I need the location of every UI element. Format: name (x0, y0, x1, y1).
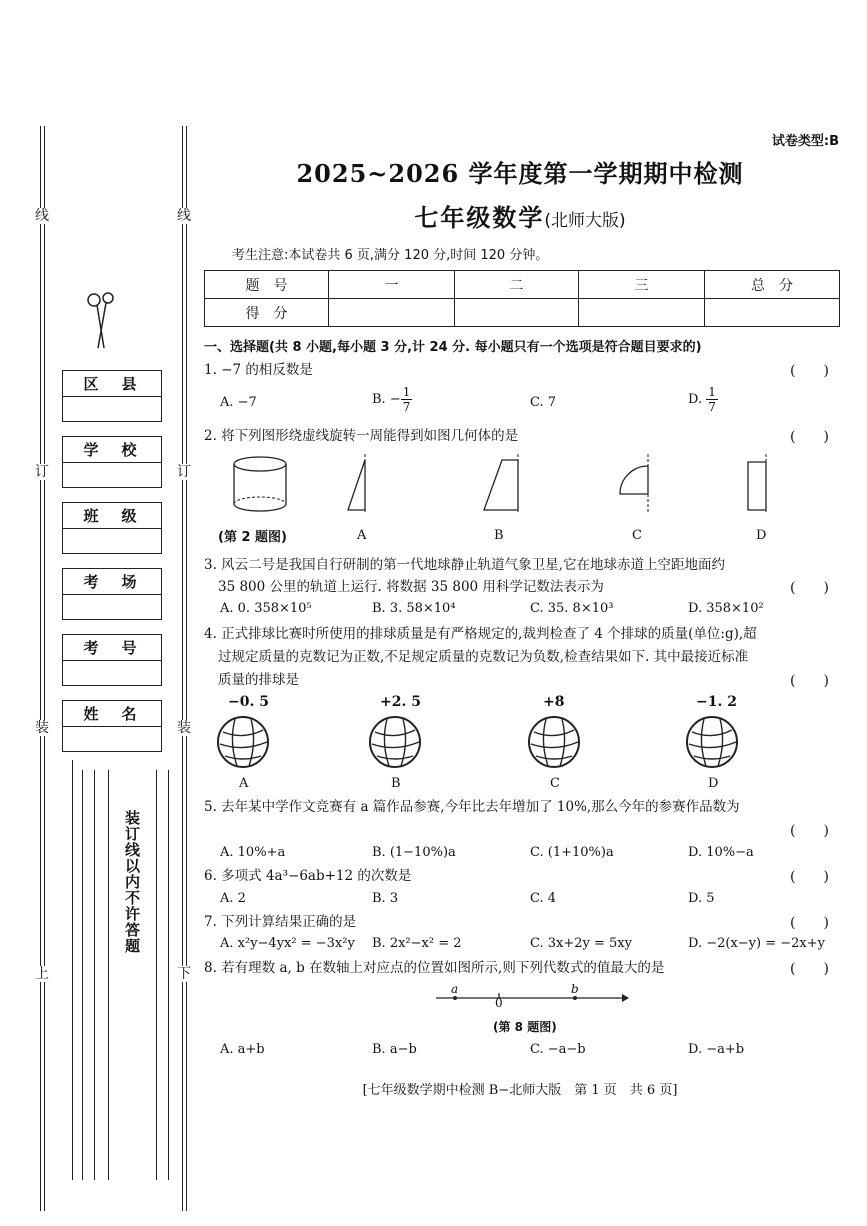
q7-option-c: C. 3x+2y = 5xy (530, 936, 632, 951)
question-3-line2: 35 800 公里的轨道上运行. 将数据 35 800 用科学记数法表示为 (218, 579, 604, 595)
exam-room-label: 考 场 (63, 569, 161, 595)
score-header: 二 (455, 271, 579, 299)
exam-notice: 考生注意:本试卷共 6 页,满分 120 分,时间 120 分钟。 (232, 248, 549, 263)
school-field[interactable] (62, 436, 162, 488)
q3-option-a: A. 0. 358×10⁵ (220, 601, 312, 616)
answer-paren[interactable]: ( ) (790, 673, 829, 689)
answer-paren[interactable]: ( ) (790, 429, 829, 445)
scissors-icon (82, 288, 122, 358)
binding-mark: 订 (35, 464, 49, 480)
score-table (204, 270, 840, 327)
page-footer: [七年级数学期中检测 B−北师大版 第 1 页 共 6 页] (362, 1083, 678, 1098)
q1-option-b: B. − $\frac{1}{7}$ (372, 385, 411, 414)
district-field[interactable] (62, 370, 162, 422)
score-cell[interactable] (455, 299, 579, 327)
q6-option-d: D. 5 (688, 891, 715, 906)
question-4-line3: 质量的排球是 (218, 672, 299, 688)
question-1-stem: 1. −7 的相反数是 (204, 362, 313, 378)
binding-mark: 装 (177, 720, 191, 736)
exam-number-label: 考 号 (63, 635, 161, 661)
q5-option-c: C. (1+10%)a (530, 845, 614, 860)
q8-figure-caption: (第 8 题图) (493, 1020, 557, 1034)
question-2-stem: 2. 将下列图形绕虚线旋转一周能得到如图几何体的是 (204, 428, 519, 444)
answer-paren[interactable]: ( ) (790, 961, 829, 977)
q7-option-b: B. 2x²−x² = 2 (372, 936, 462, 951)
binding-line (44, 126, 45, 1211)
volleyball-icon (370, 717, 420, 767)
q4-label-a: A (239, 776, 249, 791)
q1-option-c: C. 7 (530, 395, 557, 410)
q2-label-c: C (632, 528, 642, 543)
class-label: 班 级 (63, 503, 161, 529)
q4-value-d: −1. 2 (696, 694, 737, 710)
q3-option-b: B. 3. 58×10⁴ (372, 601, 456, 616)
q5-option-d: D. 10%−a (688, 845, 754, 860)
question-7-stem: 7. 下列计算结果正确的是 (204, 914, 357, 930)
number-line (430, 988, 630, 1008)
subject-title: 七年级数学(北师大版) (414, 204, 626, 232)
question-5-stem: 5. 去年某中学作文竞赛有 a 篇作品参赛,今年比去年增加了 10%,那么今年的参赛作品数为 (204, 799, 740, 815)
q6-option-b: B. 3 (372, 891, 399, 906)
binding-line (182, 126, 183, 1211)
question-8-stem: 8. 若有理数 a, b 在数轴上对应点的位置如图所示,则下列代数式的值最大的是 (204, 960, 665, 976)
answer-paren[interactable]: ( ) (790, 363, 829, 379)
q2-label-b: B (494, 528, 504, 543)
volleyball-icon (687, 717, 737, 767)
class-field[interactable] (62, 502, 162, 554)
axis-label-a: a (451, 982, 459, 996)
binding-warning: 装订线以内不许答题 (123, 810, 141, 954)
exam-room-field[interactable] (62, 568, 162, 620)
binding-mark: 下 (177, 966, 191, 982)
score-cell[interactable] (329, 299, 455, 327)
q2-figures (228, 452, 808, 522)
binding-mark: 装 (35, 720, 49, 736)
q1-option-a: A. −7 (220, 395, 257, 410)
q5-option-b: B. (1−10%)a (372, 845, 456, 860)
answer-paren[interactable]: ( ) (790, 869, 829, 885)
volleyball-icon (529, 717, 579, 767)
binding-line (186, 126, 187, 1211)
volleyball-figures (215, 714, 755, 774)
volleyball-icon (218, 717, 268, 767)
q2-label-a: A (357, 528, 367, 543)
q2-figure-caption: (第 2 题图) (218, 530, 287, 545)
q4-value-b: +2. 5 (380, 694, 421, 710)
exam-number-field[interactable] (62, 634, 162, 686)
q2-label-d: D (756, 528, 767, 543)
page-title: 2025~2026 学年度第一学期期中检测 (296, 159, 744, 188)
q8-option-d: D. −a+b (688, 1042, 745, 1057)
score-cell[interactable] (705, 299, 840, 327)
question-4-line2: 过规定质量的克数记为正数,不足规定质量的克数记为负数,检查结果如下. 其中最接近标准 (218, 649, 749, 665)
q4-label-b: B (391, 776, 401, 791)
binding-mark: 上 (35, 966, 49, 982)
q8-option-c: C. −a−b (530, 1042, 586, 1057)
score-header: 一 (329, 271, 455, 299)
section-heading: 一、选择题(共 8 小题,每小题 3 分,计 24 分. 每小题只有一个选项是符合题目要求的) (204, 340, 702, 355)
axis-label-zero: 0 (495, 996, 503, 1010)
axis-label-b: b (571, 982, 579, 996)
binding-mark: 线 (35, 208, 49, 224)
answer-paren[interactable]: ( ) (790, 580, 829, 596)
score-header: 总 分 (705, 271, 840, 299)
binding-line (40, 126, 41, 1211)
answer-paren[interactable]: ( ) (790, 915, 829, 931)
question-4-line1: 4. 正式排球比赛时所使用的排球质量是有严格规定的,裁判检查了 4 个排球的质量(单位:g),超 (204, 626, 757, 642)
q4-value-a: −0. 5 (228, 694, 269, 710)
school-label: 学 校 (63, 437, 161, 463)
q6-option-c: C. 4 (530, 891, 557, 906)
q7-option-a: A. x²y−4yx² = −3x²y (220, 936, 355, 951)
q6-option-a: A. 2 (220, 891, 246, 906)
question-6-stem: 6. 多项式 4a³−6ab+12 的次数是 (204, 868, 412, 884)
answer-paren[interactable]: ( ) (790, 823, 829, 839)
q4-label-d: D (708, 776, 719, 791)
score-header: 得 分 (205, 299, 329, 327)
district-label: 区 县 (63, 371, 161, 397)
q3-option-d: D. 358×10² (688, 601, 764, 616)
q1-option-d: D. $\frac{1}{7}$ (688, 385, 716, 414)
q7-option-d: D. −2(x−y) = −2x+y (688, 936, 825, 951)
name-label: 姓 名 (63, 701, 161, 727)
name-field[interactable] (62, 700, 162, 752)
q4-value-c: +8 (543, 694, 565, 710)
binding-mark: 线 (177, 208, 191, 224)
score-cell[interactable] (579, 299, 705, 327)
q3-option-c: C. 35. 8×10³ (530, 601, 614, 616)
binding-mark: 订 (177, 464, 191, 480)
question-3-line1: 3. 风云二号是我国自行研制的第一代地球静止轨道气象卫星,它在地球赤道上空距地面约 (204, 557, 725, 573)
score-header: 三 (579, 271, 705, 299)
q4-label-c: C (550, 776, 560, 791)
q5-option-a: A. 10%+a (220, 845, 286, 860)
q8-option-a: A. a+b (220, 1042, 265, 1057)
score-header: 题 号 (205, 271, 329, 299)
q8-option-b: B. a−b (372, 1042, 417, 1057)
paper-type: 试卷类型:B (771, 134, 839, 149)
